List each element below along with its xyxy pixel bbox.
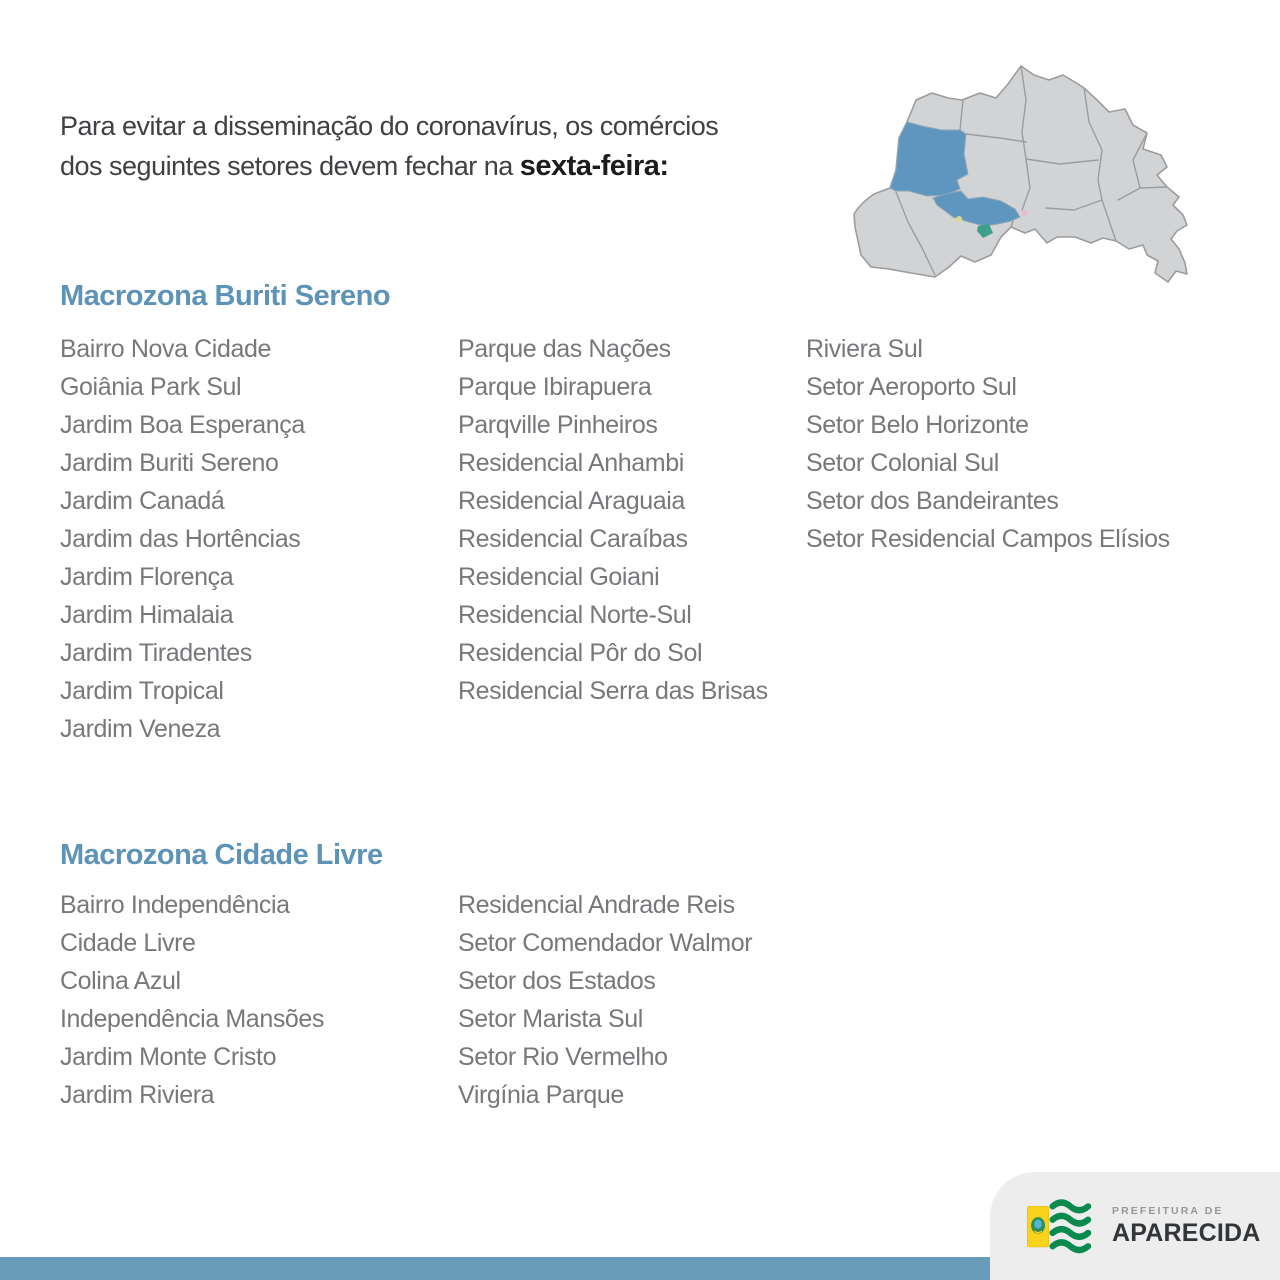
neighborhood-item: Setor Residencial Campos Elísios xyxy=(806,525,1170,553)
flag-crest xyxy=(1031,1217,1045,1233)
neighborhood-item: Independência Mansões xyxy=(60,1005,325,1033)
map-highlight-region-1 xyxy=(890,122,968,196)
neighborhood-item: Jardim Florença xyxy=(60,563,234,591)
map-small-region-pink xyxy=(1021,210,1027,216)
neighborhood-item: Residencial Andrade Reis xyxy=(458,891,735,919)
neighborhood-item: Setor Colonial Sul xyxy=(806,449,999,477)
buriti-sereno-column-2 xyxy=(458,330,858,710)
intro-line-2: dos seguintes setores devem fechar na xyxy=(60,151,520,181)
map-small-region-yellow xyxy=(956,216,962,222)
intro-line-1: Para evitar a disseminação do coronavírus, os comércios xyxy=(60,111,719,141)
neighborhood-item: Riviera Sul xyxy=(806,335,923,363)
neighborhood-item: Setor Belo Horizonte xyxy=(806,411,1029,439)
neighborhood-item: Parque Ibirapuera xyxy=(458,373,652,401)
neighborhood-item: Parqville Pinheiros xyxy=(458,411,658,439)
neighborhood-item: Setor dos Bandeirantes xyxy=(806,487,1059,515)
neighborhood-item: Residencial Serra das Brisas xyxy=(458,677,768,705)
neighborhood-item: Residencial Norte-Sul xyxy=(458,601,692,629)
neighborhood-item: Bairro Nova Cidade xyxy=(60,335,271,363)
neighborhood-item: Parque das Nações xyxy=(458,335,671,363)
neighborhood-item: Setor Aeroporto Sul xyxy=(806,373,1017,401)
city-map xyxy=(850,42,1270,302)
intro-highlight-sexta-feira: sexta-feira: xyxy=(519,150,669,182)
neighborhood-item: Virgínia Parque xyxy=(458,1081,624,1109)
neighborhood-item: Jardim Buriti Sereno xyxy=(60,449,279,477)
neighborhood-item: Setor Rio Vermelho xyxy=(458,1043,668,1071)
neighborhood-item: Residencial Pôr do Sol xyxy=(458,639,703,667)
neighborhood-item: Jardim Monte Cristo xyxy=(60,1043,277,1071)
flag-waves xyxy=(1053,1203,1088,1251)
logo-text xyxy=(1112,1205,1261,1248)
neighborhood-item: Jardim das Hortências xyxy=(60,525,301,553)
logo-aparecida-label: APARECIDA xyxy=(1112,1218,1261,1247)
neighborhood-item: Setor dos Estados xyxy=(458,967,656,995)
cidade-livre-column-2 xyxy=(458,886,858,1114)
neighborhood-item: Jardim Himalaia xyxy=(60,601,234,629)
section-title-buriti-sereno: Macrozona Buriti Sereno xyxy=(60,280,391,312)
neighborhood-item: Jardim Veneza xyxy=(60,715,221,743)
neighborhood-item: Colina Azul xyxy=(60,967,181,995)
neighborhood-item: Residencial Araguaia xyxy=(458,487,685,515)
logo-prefeitura-de-label: PREFEITURA DE xyxy=(1112,1204,1224,1217)
neighborhood-item: Setor Comendador Walmor xyxy=(458,929,753,957)
neighborhood-item: Cidade Livre xyxy=(60,929,196,957)
neighborhood-item: Residencial Caraíbas xyxy=(458,525,688,553)
prefeitura-logo xyxy=(1026,1197,1261,1255)
neighborhood-item: Setor Marista Sul xyxy=(458,1005,643,1033)
neighborhood-item: Bairro Independência xyxy=(60,891,290,919)
neighborhood-item: Jardim Riviera xyxy=(60,1081,215,1109)
neighborhood-item: Jardim Tropical xyxy=(60,677,224,705)
neighborhood-item: Residencial Goiani xyxy=(458,563,660,591)
neighborhood-item: Goiânia Park Sul xyxy=(60,373,242,401)
neighborhood-item: Jardim Boa Esperança xyxy=(60,411,305,439)
footer-logo-card xyxy=(990,1172,1280,1280)
aparecida-flag-icon xyxy=(1026,1197,1102,1255)
neighborhood-item: Jardim Tiradentes xyxy=(60,639,252,667)
buriti-sereno-column-1 xyxy=(60,330,460,748)
section-title-cidade-livre: Macrozona Cidade Livre xyxy=(60,839,383,871)
intro-text xyxy=(60,106,820,186)
buriti-sereno-column-3 xyxy=(806,330,1226,558)
neighborhood-item: Residencial Anhambi xyxy=(458,449,684,477)
cidade-livre-column-1 xyxy=(60,886,460,1114)
neighborhood-item: Jardim Canadá xyxy=(60,487,225,515)
